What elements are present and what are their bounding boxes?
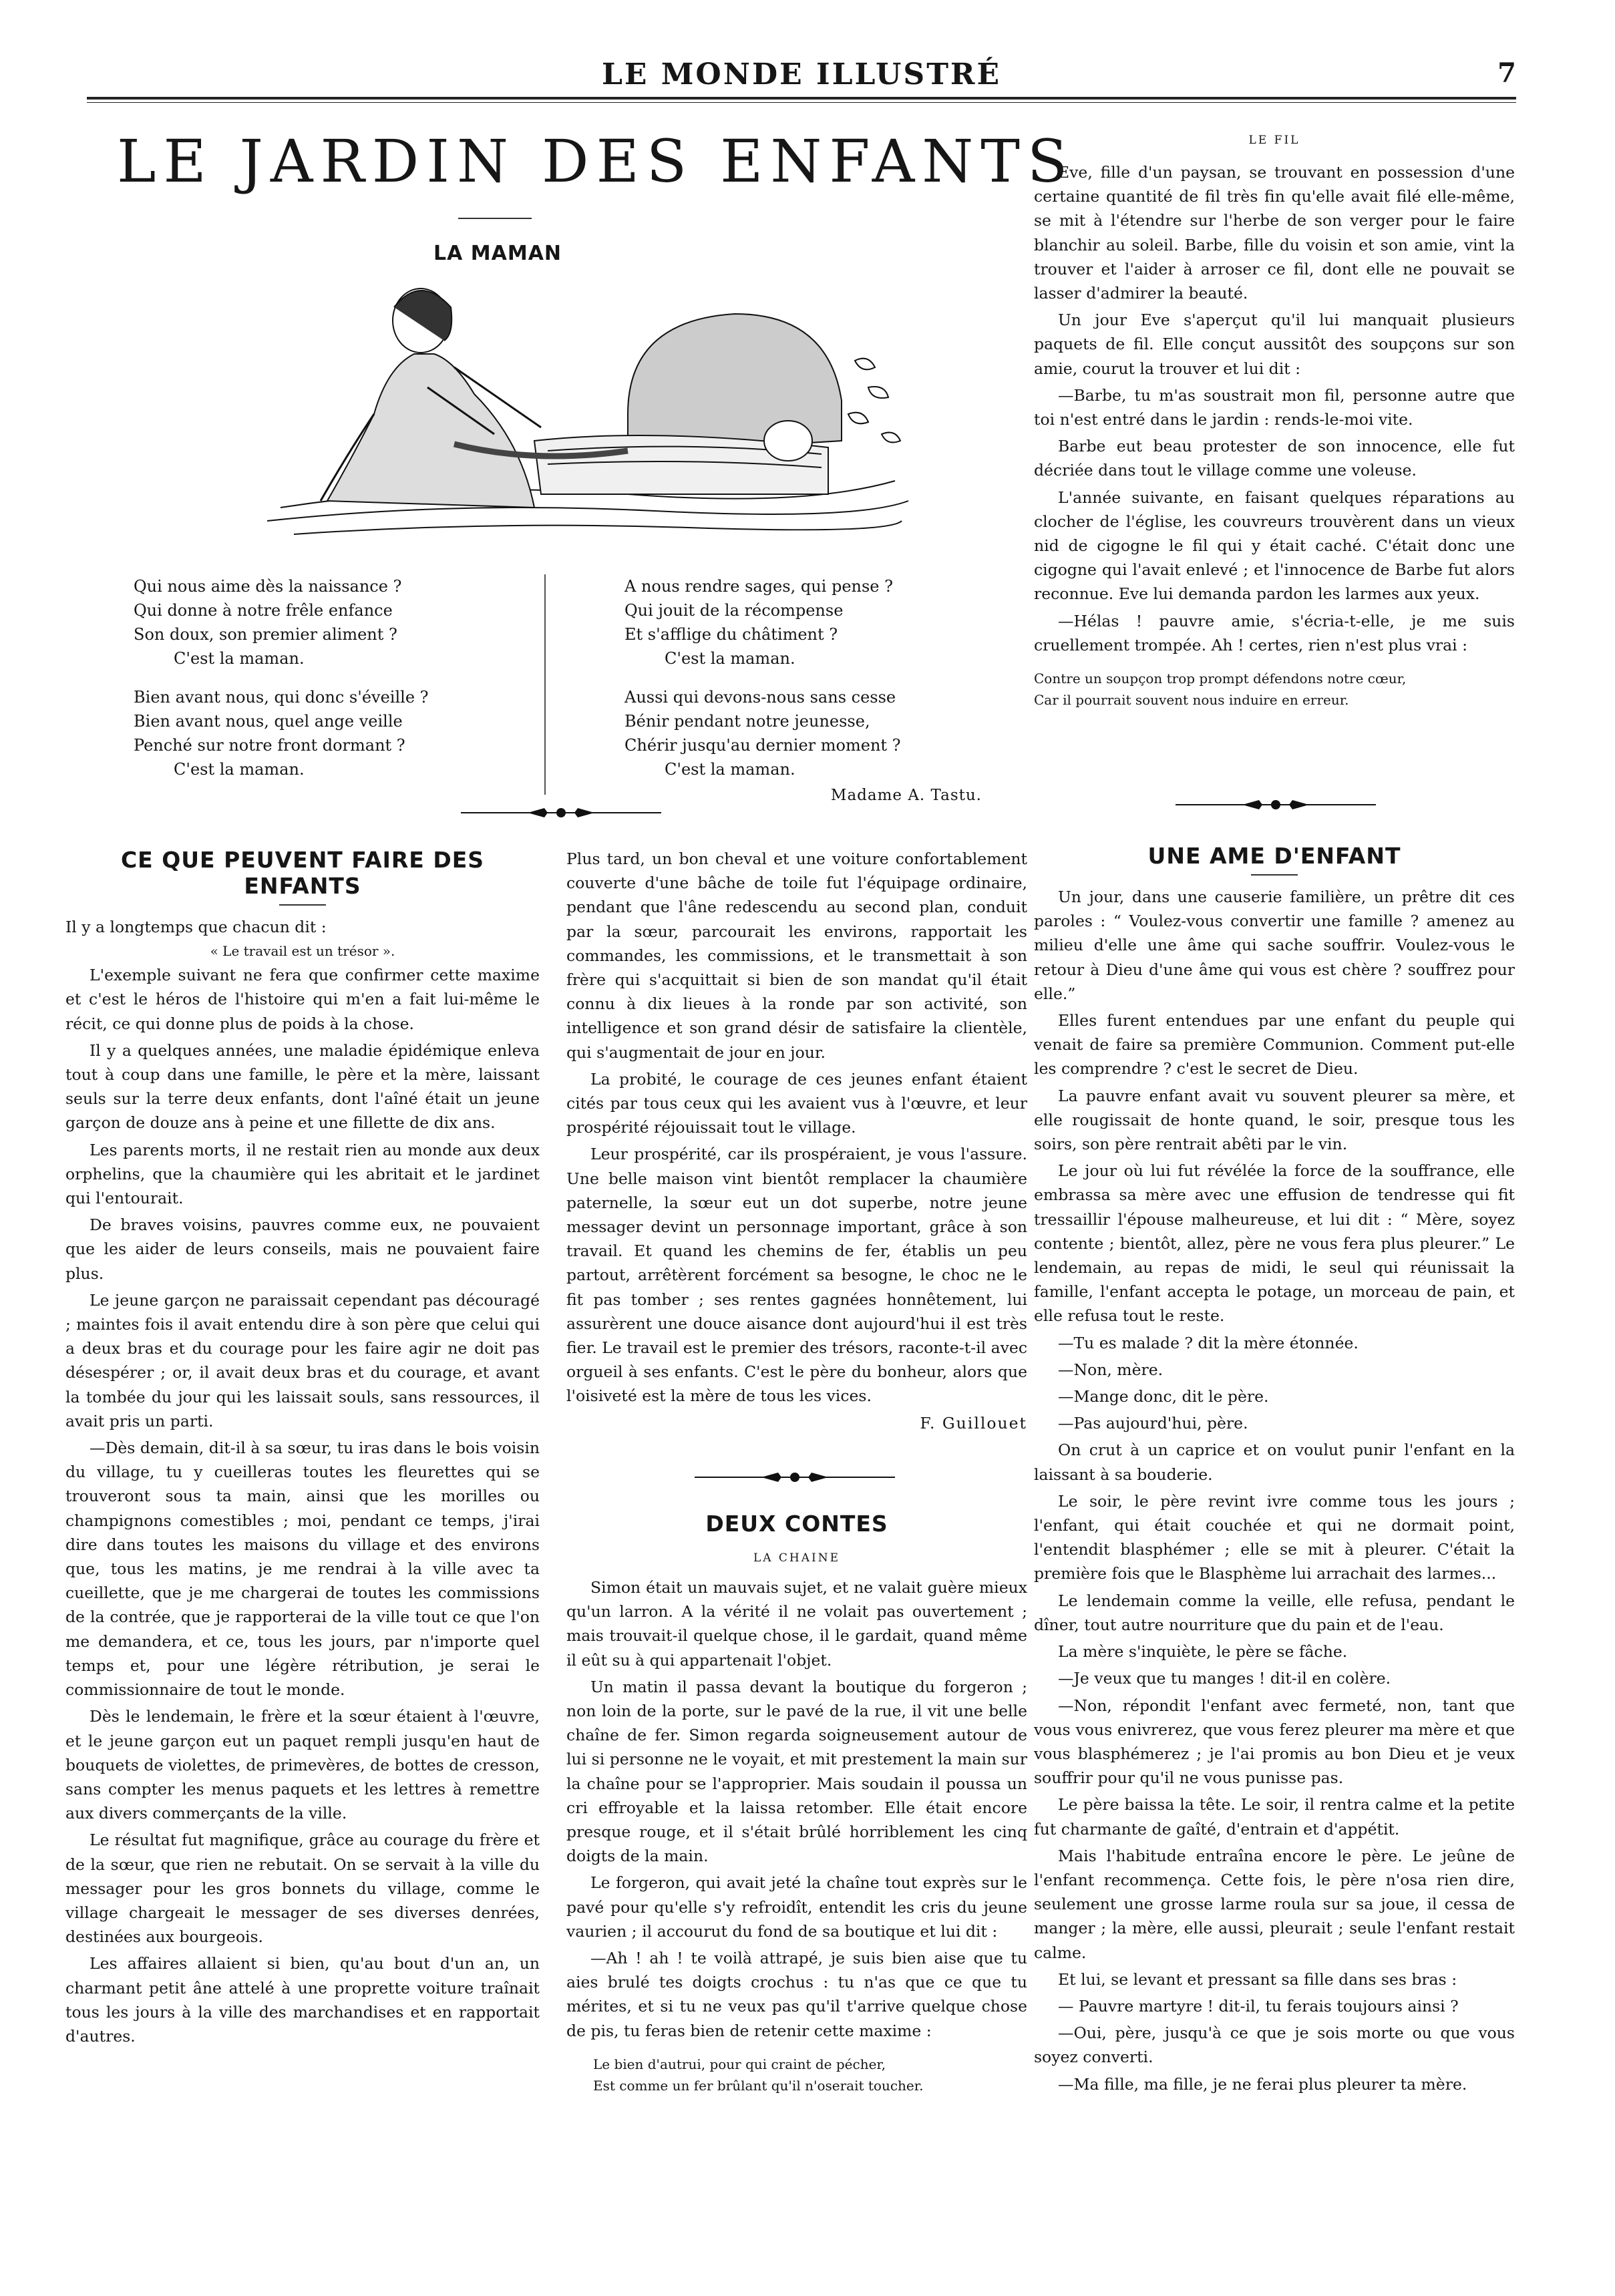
mother-and-child-illustration [254,280,915,548]
article-ce-que-middle [566,847,1027,1438]
paragraph: Le père baissa la tête. Le soir, il rentra calme et la petite fut charmante de gaîté, d'entrain et d'appétit. [1034,1795,1515,1839]
paragraph: L'exemple suivant ne fera que confirmer cette maxime et c'est le héros de l'histoire qui m'en a fait lui-même le récit, ce qui donne plus de poids à la chose. [65,966,540,1033]
paragraph: — Pauvre martyre ! dit-il, tu ferais toujours ainsi ? [1058,1996,1459,2016]
story-subheading: LE FIL [1248,134,1300,147]
paragraph: De braves voisins, pauvres comme eux, ne pouvaient que les aider de leurs conseils, mais ne pouvaient faire plus. [65,1215,540,1283]
foliage [848,359,900,443]
paragraph: —Hélas ! pauvre amie, s'écria-t-elle, je me suis cruellement trompée. Ah ! certes, rien n'est plus vrai : [1034,611,1515,654]
paragraph: Les affaires allaient si bien, qu'au bout d'un an, un charmant petit âne attelé à une proprette voiture traînait tous les jours à la ville des marchandises et en rapportait d'autres. [65,1954,540,2046]
poem-line: Son doux, son premier aliment ? [134,625,397,644]
paragraph: Et lui, se levant et pressant sa fille dans ses bras : [1058,1969,1457,1989]
paragraph: —Oui, père, jusqu'à ce que je sois morte ou que vous soyez converti. [1034,2024,1515,2067]
paragraph: —Barbe, tu m'as soustrait mon fil, personne autre que toi n'est entré dans le jardin : rends-le-moi vite. [1034,385,1515,429]
paragraph: —Ma fille, ma fille, je ne ferai plus pleurer ta mère. [1058,2074,1467,2094]
page-number: 7 [1497,57,1516,89]
article-author: F. Guillouet [920,1413,1027,1432]
ornamental-divider [461,805,661,821]
poem-line: A nous rendre sages, qui pense ? [624,577,893,596]
poem-line: Bien avant nous, qui donc s'éveille ? [134,688,429,707]
poem-line: Qui jouit de la récompense [624,601,844,620]
poem-refrain: C'est la maman. [174,760,305,779]
poem-line: Penché sur notre front dormant ? [134,736,405,755]
paragraph: —Ah ! ah ! te voilà attrapé, je suis bien aise que tu aies brulé tes doigts crochus : tu n'as que ce que tu mérites, et si tu ne veux pas qu'il t'arrive quelque chose de pis, tu feras bien de retenir cette maxime : [566,1949,1027,2040]
paragraph: La pauvre enfant avait vu souvent pleurer sa mère, et elle rougissait de honte quand, le soir, presque tous les soirs, son père rentrait abêti par le vin. [1034,1086,1515,1154]
poem-author: Madame A. Tastu. [830,787,982,804]
maxim-line: Le bien d'autrui, pour qui craint de pécher, [593,2056,886,2072]
paragraph: Le soir, le père revint ivre comme tous les jours ; l'enfant, qui était couchée et qui ne dormait point, l'entendit blasphémer ; elle se mit à pleurer. C'était la première fois que le Blasphème lui arrachait des larmes... [1034,1491,1515,1583]
paragraph: Mais l'habitude entraîna encore le père. Le jeûne de l'enfant recommença. Cette fois, le père n'osa rien dire, seulement une grosse larme roula sur sa joue, il cessa de manger ; la mère, elle aussi, pleurait ; seule l'enfant restait calme. [1034,1846,1515,1962]
poem-refrain: C'est la maman. [665,760,795,779]
poem-line: Et s'afflige du châtiment ? [624,625,838,644]
paragraph: Les parents morts, il ne restait rien au monde aux deux orphelins, que la chaumière qui les abritait et le jardinet qui l'entourait. [65,1140,540,1208]
article-heading: DEUX CONTES [705,1511,888,1537]
poem-stanza [134,574,468,671]
paragraph: Il y a quelques années, une maladie épidémique enleva tout à coup dans une famille, le père et la mère, laissant seuls sur la terre deux enfants, dont l'aîné était un jeune garçon de douze ans à peine et une fillette de dix ans. [65,1040,540,1133]
article-ame-enfant [1034,843,1515,2099]
article-ce-que-left [65,847,540,2051]
header-rule [87,97,1516,100]
mother-figure [321,289,541,508]
maxim-line: Est comme un fer brûlant qu'il n'oserait toucher. [593,2077,924,2094]
paragraph: Le forgeron, qui avait jeté la chaîne tout exprès sur le pavé pour qu'elle s'y refroidît, entendit les cris du jeune vaurien ; il accourut du fond de sa boutique et lui dit : [566,1873,1027,1941]
maxim-line: Contre un soupçon trop prompt défendons notre cœur, [1034,671,1407,687]
heading-rule [1251,874,1298,876]
main-title: LE JARDIN DES ENFANTS [117,127,1075,196]
paragraph: Il y a longtemps que chacun dit : [65,918,327,936]
paragraph: Le lendemain comme la veille, elle refusa, pendant le dîner, tout autre nourriture que du pain et de l'eau. [1034,1591,1515,1634]
article-heading: UNE AME D'ENFANT [1147,843,1401,869]
journal-title: LE MONDE ILLUSTRÉ [601,57,1002,91]
paragraph: Simon était un mauvais sujet, et ne valait guère mieux qu'un larron. A la vérité il ne volait pas ouvertement ; mais trouvait-il quelque chose, il le gardait, quand même il eût su à qui appartenait l'objet. [566,1578,1027,1670]
poem-line: Aussi qui devons-nous sans cesse [624,688,896,707]
paragraph: Leur prospérité, car ils prospéraient, je vous l'assure. Une belle maison vint bientôt remplacer la chaumière paternelle, la sœur eut un dot superbe, notre jeune messager devint un personnage important, grâce à son travail. Et quand les chemins de fer, établis un peu partout, arrêtèrent forcément sa besogne, le choc ne le fit pas tomber ; ses rentes gagnées honnêtement, lui assurèrent une douce aisance dont aujourd'hui il est très fier. Le travail est le premier des trésors, raconte-t-il avec orgueil à ses enfants. C'est le père du bonheur, alors que l'oisiveté est la mère de tous les vices. [566,1145,1027,1406]
paragraph: Le jour où lui fut révélée la force de la souffrance, elle embrassa sa mère avec une effusion de tendresse qui fit tressaillir l'épouse malheureuse, et lui dit : “ Mère, soyez contente ; bientôt, allez, père ne vous fera plus pleurer.” Le lendemain, au repas de midi, le seul qui réunissait la famille, l'enfant accepta le potage, un morceau de pain, et elle refusa tout le reste. [1034,1161,1515,1326]
poem-line: Chérir jusqu'au dernier moment ? [624,736,901,755]
paragraph: —Non, répondit l'enfant avec fermeté, non, tant que vous vous enivrerez, que vous ferez pleurer ma mère et que vous blasphémerez ; je l'ai promis au bon Dieu et je veux souffrir pour qu'il ne vous punisse pas. [1034,1696,1515,1788]
story-subheading: LA CHAINE [753,1551,841,1565]
poem-line: Qui donne à notre frêle enfance [134,601,393,620]
poem-refrain: C'est la maman. [174,649,305,668]
title-short-rule [458,218,532,219]
paragraph: Barbe eut beau protester de son innocence, elle fut décriée dans tout le village comme une voleuse. [1034,437,1515,480]
paragraph: L'année suivante, en faisant quelques réparations au clocher de l'église, les couvreurs trouvèrent dans un vieux nid de cigogne le fil qui y était caché. C'était donc une cigogne qui l'avait enlevé ; et l'innocence de Barbe fut alors reconnue. Eve lui demanda pardon les larmes aux yeux. [1034,488,1515,604]
paragraph: Plus tard, un bon cheval et une voiture confortablement couverte d'une bâche de toile fut l'équipage ordinaire, pendant que l'âne redescendu au second plan, conduit par la sœur, parcourait les environs, rapportait les commandes, les commissions, et le transmettait à son frère qui s'acquittait si bien de son mandat qu'il était connu à dix lieues à la ronde par son activité, son intelligence et son grand désir de satisfaire la clientèle, qui s'augmentait de jour en jour. [566,849,1027,1062]
paragraph: —Dès demain, dit-il à sa sœur, tu iras dans le bois voisin du village, tu y cueilleras toutes les fleurettes qui se trouveront sous ta main, ainsi que les morilles ou champignons comestibles ; moi, pendant ce temps, j'irai dire dans toutes les maisons du village et des environs que, tous les matins, je me rendrai à la ville avec ta cueillette, que je me chargerai de toutes les commissions de la contrée, que je rapporterai de la ville tout ce que l'on me demandera, et ce, tous les jours, par n'importe quel temps et, pour une légère rétribution, je serai le commissionnaire de tout le monde. [65,1439,540,1700]
paragraph: Eve, fille d'un paysan, se trouvant en possession d'une certaine quantité de fil très fin qu'elle avait filé elle-même, se mit à l'étendre sur l'herbe de son verger pour le faire blanchir au soleil. Barbe, fille du voisin et son amie, vint la trouver et l'aider à arroser ce fil, dont elle ne pouvait se lasser d'admirer la beauté. [1034,163,1515,303]
paragraph: Elles furent entendues par une enfant du peuple qui venait de faire sa première Communion. Comment put-elle les comprendre ? c'est le secret de Dieu. [1034,1011,1515,1079]
paragraph: Un jour Eve s'aperçut qu'il lui manquait plusieurs paquets de fil. Elle conçut aussitôt des soupçons sur son amie, courut la trouver et lui dit : [1034,311,1515,378]
paragraph: —Je veux que tu manges ! dit-il en colère. [1058,1669,1391,1688]
cradle [534,314,842,494]
article-heading: CE QUE PEUVENT FAIRE DES ENFANTS [120,847,485,899]
paragraph: Un matin il passa devant la boutique du forgeron ; non loin de la porte, sur le pavé de la rue, il vit une belle chaîne de fer. Simon regarda soigneusement autour de lui si personne ne le voyait, et mit prestement la main sur la chaîne pour se l'approprier. Mais soudain il poussa un cri effroyable et la laissa retomber. Elle était encore presque rouge, et il s'était brûlé horriblement les cinq doigts de la main. [566,1677,1027,1866]
poem-left-column [134,574,468,796]
poem-stanza [624,574,972,671]
quote: « Le travail est un trésor ». [210,943,395,960]
running-header [87,57,1516,98]
header-rule-thin [87,102,1516,103]
paragraph: Un jour, dans une causerie familière, un prêtre dit ces paroles : “ Voulez-vous convertir une famille ? amenez au milieu d'elle une âme qui sache souffrir. Voulez-vous le retour à Dieu d'une âme qui vous est chère ? souffrez pour elle.” [1034,888,1515,1003]
poem-stanza [624,685,972,781]
maxim-line: Car il pourrait souvent nous induire en erreur. [1034,692,1349,709]
paragraph: La mère s'inquiète, le père se fâche. [1058,1642,1348,1662]
article-deux-contes [566,1511,1027,2098]
paragraph: Dès le lendemain, le frère et la sœur étaient à l'œuvre, et le jeune garçon eut un paquet rempli jusqu'en haut de bouquets de violettes, de primevères, de bottes de cresson, sans compter les menus paquets et les lettres à remettre aux divers commerçants de la ville. [65,1707,540,1823]
paragraph: La probité, le courage de ces jeunes enfant étaient cités par tous ceux qui les avaient vus à l'œuvre, et leur prospérité réjouissait tout le village. [566,1069,1027,1137]
la-maman-heading: LA MAMAN [433,242,562,265]
poem-divider [544,574,546,795]
poem-line: Bien avant nous, quel ange veille [134,712,403,731]
ornamental-divider [695,1469,895,1485]
poem-line: Bénir pendant notre jeunesse, [624,712,870,731]
paragraph: —Pas aujourd'hui, père. [1058,1414,1248,1433]
paragraph: —Mange donc, dit le père. [1058,1387,1269,1406]
ornamental-divider [1176,797,1376,813]
poem-stanza [134,685,468,781]
paragraph: —Non, mère. [1058,1360,1163,1379]
paragraph: —Tu es malade ? dit la mère étonnée. [1058,1333,1359,1352]
paragraph: On crut à un caprice et on voulut punir l'enfant en la laissant à sa bouderie. [1034,1441,1515,1484]
poem-line: Qui nous aime dès la naissance ? [134,577,402,596]
paragraph: Le résultat fut magnifique, grâce au courage du frère et de la sœur, que rien ne rebutait. On se servait à la ville du messager pour les gros bonnets du village, comme le village chargeait le messager de ses diverses denrées, destinées aux bourgeois. [65,1831,540,1947]
heading-rule [279,904,326,906]
paragraph: Le jeune garçon ne paraissait cependant pas découragé ; maintes fois il avait entendu dire à son père que celui qui a deux bras et du courage pour les faire agir ne doit pas désespérer ; or, il avait deux bras et du courage, et avant la tombée du jour qui les laissait souls, sans ressources, il avait pris un parti. [65,1290,540,1430]
poem-right-column [624,574,972,796]
poem-refrain: C'est la maman. [665,649,795,668]
story-le-fil [1034,134,1515,712]
